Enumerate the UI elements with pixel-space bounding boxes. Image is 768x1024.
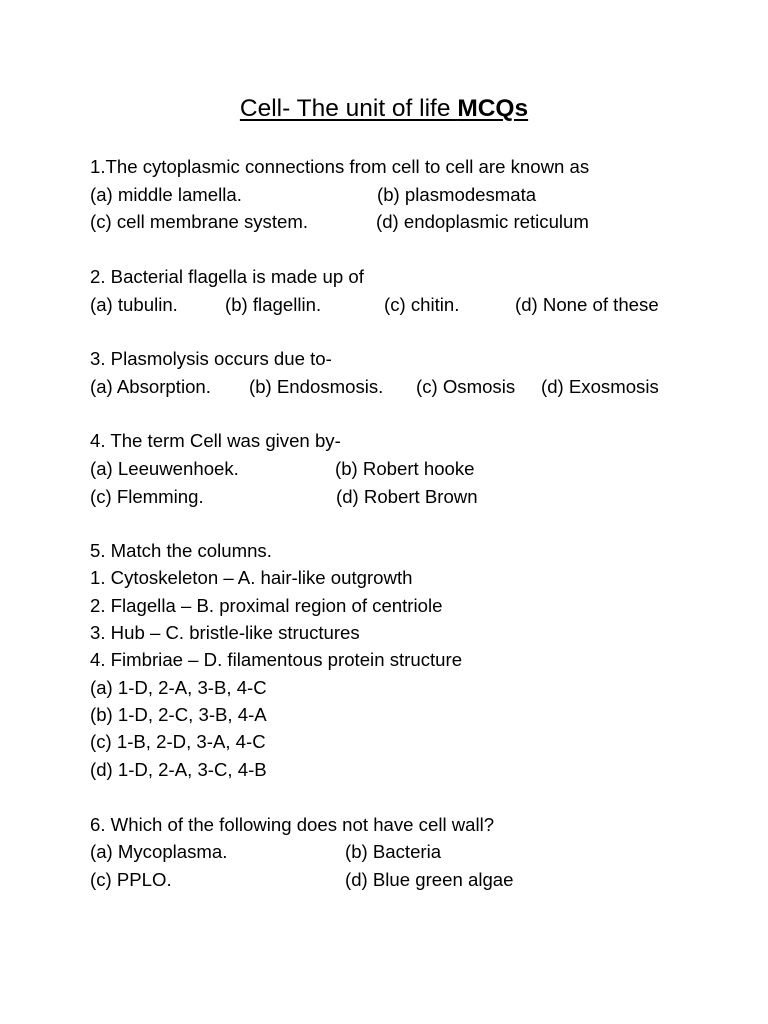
q3-option-d: (d) Exosmosis [541, 376, 659, 397]
q5-option-c: (c) 1-B, 2-D, 3-A, 4-C [90, 731, 266, 752]
q2-option-c: (c) chitin. [384, 294, 460, 315]
match-pair-2: 2. Flagella – B. proximal region of centriole [90, 595, 443, 616]
title-text: Cell- The unit of life [239, 95, 458, 122]
question-6: 6. Which of the following does not have cell wall? [90, 814, 495, 835]
q3-option-a: (a) Absorption. [90, 376, 211, 397]
q2-option-d: (d) None of these [515, 294, 659, 315]
match-pair-1: 1. Cytoskeleton – A. hair-like outgrowth [90, 567, 413, 588]
question-1: 1.The cytoplasmic connections from cell to cell are known as [90, 156, 590, 177]
page-title [0, 94, 768, 124]
q2-option-b: (b) flagellin. [225, 294, 322, 315]
q3-option-b: (b) Endosmosis. [249, 376, 384, 397]
q6-option-d: (d) Blue green algae [345, 869, 514, 890]
q1-option-c: (c) cell membrane system. [90, 211, 309, 232]
q2-option-a: (a) tubulin. [90, 294, 178, 315]
question-5: 5. Match the columns. [90, 540, 272, 561]
match-pair-4: 4. Fimbriae – D. filamentous protein structure [90, 649, 463, 670]
q6-option-b: (b) Bacteria [345, 841, 442, 862]
q1-option-a: (a) middle lamella. [90, 184, 242, 205]
question-4: 4. The term Cell was given by- [90, 430, 341, 451]
q4-option-d: (d) Robert Brown [336, 486, 478, 507]
question-3: 3. Plasmolysis occurs due to- [90, 348, 332, 369]
q4-option-b: (b) Robert hooke [335, 458, 475, 479]
q5-option-d: (d) 1-D, 2-A, 3-C, 4-B [90, 759, 267, 780]
question-2: 2. Bacterial flagella is made up of [90, 266, 364, 287]
title-bold: MCQs [457, 95, 529, 122]
q5-option-b: (b) 1-D, 2-C, 3-B, 4-A [90, 704, 267, 725]
q5-option-a: (a) 1-D, 2-A, 3-B, 4-C [90, 677, 267, 698]
q4-option-a: (a) Leeuwenhoek. [90, 458, 239, 479]
q3-option-c: (c) Osmosis [416, 376, 516, 397]
q4-option-c: (c) Flemming. [90, 486, 204, 507]
match-pair-3: 3. Hub – C. bristle-like structures [90, 622, 360, 643]
q6-option-c: (c) PPLO. [90, 869, 172, 890]
q1-option-d: (d) endoplasmic reticulum [376, 211, 589, 232]
q6-option-a: (a) Mycoplasma. [90, 841, 228, 862]
q1-option-b: (b) plasmodesmata [377, 184, 537, 205]
